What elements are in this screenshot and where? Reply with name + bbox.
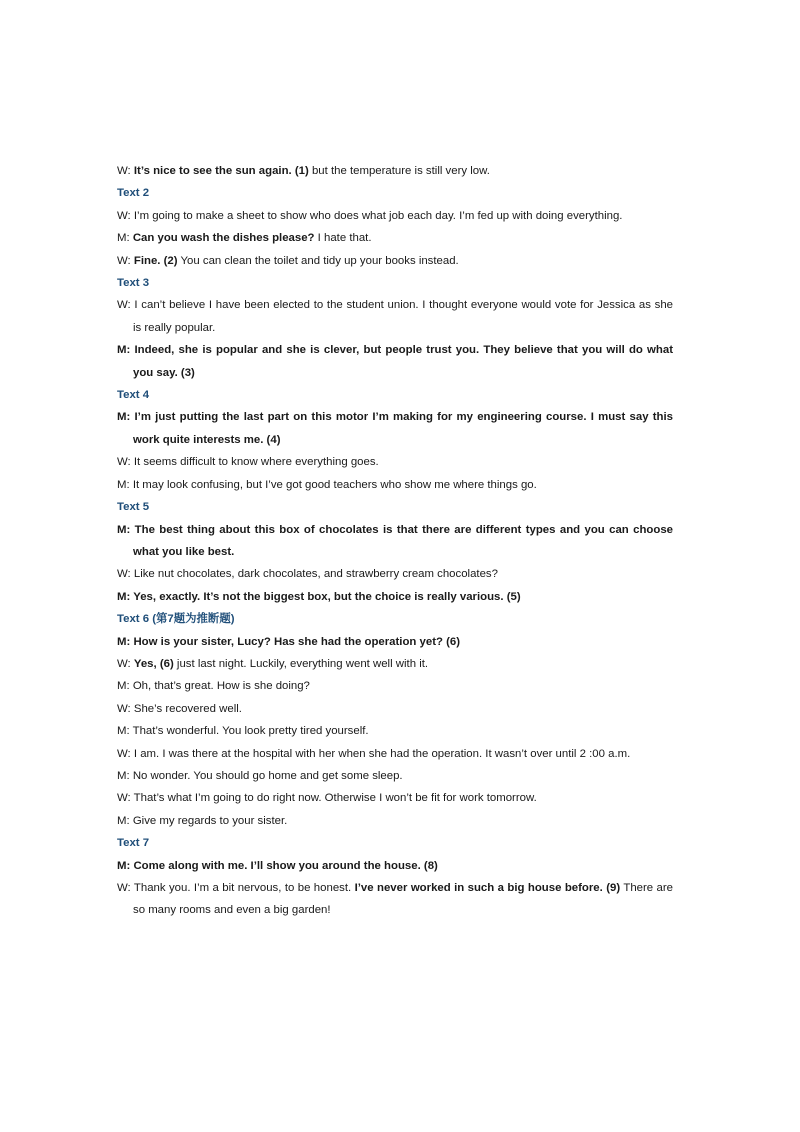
dialogue-line: [117, 586, 673, 608]
dialogue-line: [117, 474, 673, 496]
section-heading: Text 7: [117, 837, 150, 850]
answer-cue-text: M: I’m just putting the last part on this motor I’m making for my engineering course. I must say this work quite interests me. (4): [117, 411, 673, 446]
dialogue-line: [117, 675, 673, 697]
dialogue-text: You can clean the toilet and tidy up your books instead.: [177, 254, 459, 267]
section-heading: Text 6 (第7题为推断题): [117, 613, 235, 626]
transcript-body: [117, 160, 673, 922]
dialogue-text: M: Oh, that’s great. How is she doing?: [117, 680, 310, 693]
dialogue-text: W: Like nut chocolates, dark chocolates, and strawberry cream chocolates?: [117, 568, 498, 581]
dialogue-text: W:: [117, 657, 134, 670]
dialogue-line: [117, 787, 673, 809]
answer-cue-text: Yes, (6): [133, 657, 174, 670]
answer-cue-text: M: Indeed, she is popular and she is clever, but people trust you. They believe that you will do what you say. (3): [117, 344, 673, 379]
dialogue-text: W: That’s what I’m going to do right now. Otherwise I won’t be fit for work tomorrow.: [117, 792, 537, 805]
dialogue-line: [117, 765, 673, 787]
dialogue-line: [117, 339, 673, 384]
section-heading: Text 2: [117, 187, 150, 200]
dialogue-text: W: I am. I was there at the hospital with her when she had the operation. It wasn’t over until 2 :00 a.m.: [117, 747, 631, 760]
dialogue-text: M: No wonder. You should go home and get some sleep.: [117, 769, 403, 782]
dialogue-text: W:: [117, 254, 134, 267]
dialogue-text: M: It may look confusing, but I’ve got good teachers who show me where things go.: [117, 478, 537, 491]
dialogue-text: W: Thank you. I’m a bit nervous, to be honest.: [117, 882, 355, 894]
dialogue-text: just last night. Luckily, everything went well with it.: [173, 657, 429, 670]
answer-cue-text: (1): [294, 165, 309, 177]
dialogue-text: W: It seems difficult to know where everything goes.: [117, 456, 379, 469]
dialogue-text: W: She’s recovered well.: [117, 702, 242, 715]
answer-cue-text: I’ve never worked in such a big house before. (9): [354, 882, 621, 894]
dialogue-line: [117, 250, 673, 272]
answer-cue-text: Fine. (2): [133, 254, 178, 267]
dialogue-text: There are so many rooms and even a big garden!: [133, 882, 673, 917]
dialogue-line: [117, 698, 673, 720]
dialogue-line: [117, 563, 673, 585]
dialogue-line: [117, 743, 673, 765]
dialogue-line: [117, 877, 673, 922]
dialogue-line: [117, 294, 673, 339]
section-heading: Text 3: [117, 277, 150, 290]
section-heading: Text 4: [117, 389, 150, 402]
dialogue-line: [117, 160, 673, 182]
answer-cue-text: M: How is your sister, Lucy? Has she had the operation yet? (6): [117, 635, 461, 648]
dialogue-line: [117, 519, 673, 564]
dialogue-line: [117, 855, 673, 877]
dialogue-text: but the temperature is still very low.: [308, 165, 490, 177]
dialogue-text: W:: [117, 165, 134, 177]
answer-cue-text: It’s nice to see the sun again.: [133, 165, 292, 177]
dialogue-line: [117, 631, 673, 653]
dialogue-text: I hate that.: [314, 232, 372, 245]
dialogue-line: [117, 720, 673, 742]
dialogue-line: [117, 451, 673, 473]
dialogue-text: M: That’s wonderful. You look pretty tired yourself.: [117, 725, 369, 738]
dialogue-text: W: I’m going to make a sheet to show who does what job each day. I’m fed up with doing everything.: [117, 209, 623, 222]
answer-cue-text: M: The best thing about this box of chocolates is that there are different types and you can choose what you like best.: [117, 523, 673, 558]
dialogue-text: W: I can’t believe I have been elected to the student union. I thought everyone would vote for Jessica as she is really popular.: [117, 299, 673, 334]
dialogue-line: [117, 653, 673, 675]
answer-cue-text: Can you wash the dishes please?: [132, 232, 315, 245]
dialogue-line: [117, 406, 673, 451]
dialogue-text: M:: [117, 232, 133, 245]
dialogue-line: [117, 810, 673, 832]
dialogue-line: [117, 205, 673, 227]
dialogue-text: M: Give my regards to your sister.: [117, 814, 288, 827]
answer-cue-text: M: Yes, exactly. It’s not the biggest box, but the choice is really various. (5): [117, 590, 521, 603]
dialogue-line: [117, 227, 673, 249]
answer-cue-text: M: Come along with me. I’ll show you around the house. (8): [117, 859, 438, 872]
section-heading: Text 5: [117, 501, 150, 514]
